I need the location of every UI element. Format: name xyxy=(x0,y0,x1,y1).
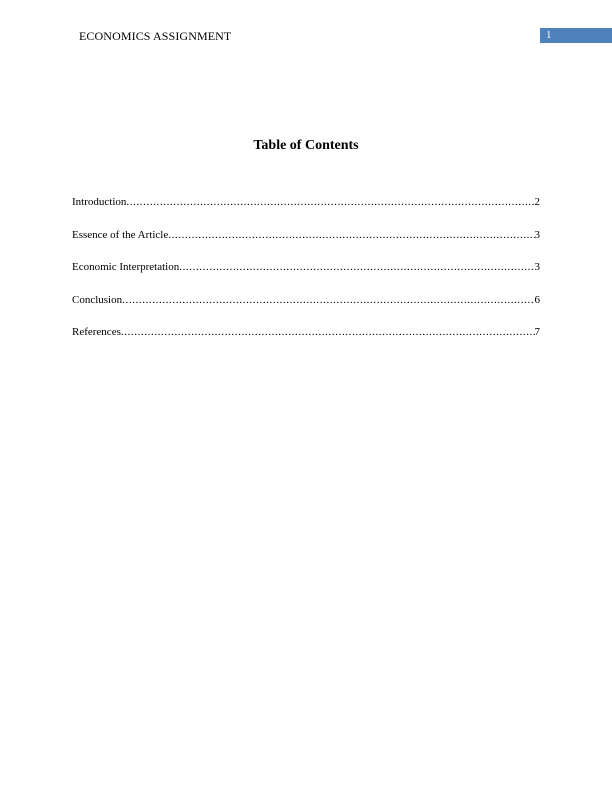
toc-entry-conclusion[interactable] xyxy=(72,292,540,325)
running-header-title: ECONOMICS ASSIGNMENT xyxy=(79,29,232,43)
toc-entry-economic-interpretation[interactable] xyxy=(72,259,540,292)
toc-dot-leader xyxy=(122,292,534,308)
toc-entry-page: 3 xyxy=(534,261,540,273)
toc-entry-page: 6 xyxy=(534,293,540,306)
toc-entry-page: 3 xyxy=(534,228,540,241)
toc-dot-leader xyxy=(126,194,534,210)
toc-dot-leader xyxy=(179,259,534,275)
toc-dot-leader xyxy=(121,324,535,340)
toc-entry-label: Economic Interpretation xyxy=(72,261,180,273)
toc-entry-page: 7 xyxy=(534,326,540,338)
toc-entry-page: 2 xyxy=(534,196,540,208)
page-number-badge: 1 xyxy=(540,28,612,43)
toc-entry-label: References xyxy=(72,326,121,338)
toc-entry-label: Essence of the Article xyxy=(72,228,169,241)
toc-entry-introduction[interactable] xyxy=(72,194,540,227)
toc-heading: Table of Contents xyxy=(253,138,359,153)
toc-entry-essence-of-the-article[interactable] xyxy=(72,227,540,260)
toc-entry-references[interactable] xyxy=(72,324,540,357)
toc-list xyxy=(72,194,540,357)
toc-entry-label: Introduction xyxy=(72,196,127,208)
toc-dot-leader xyxy=(168,227,534,243)
toc-entry-label: Conclusion xyxy=(72,293,123,306)
